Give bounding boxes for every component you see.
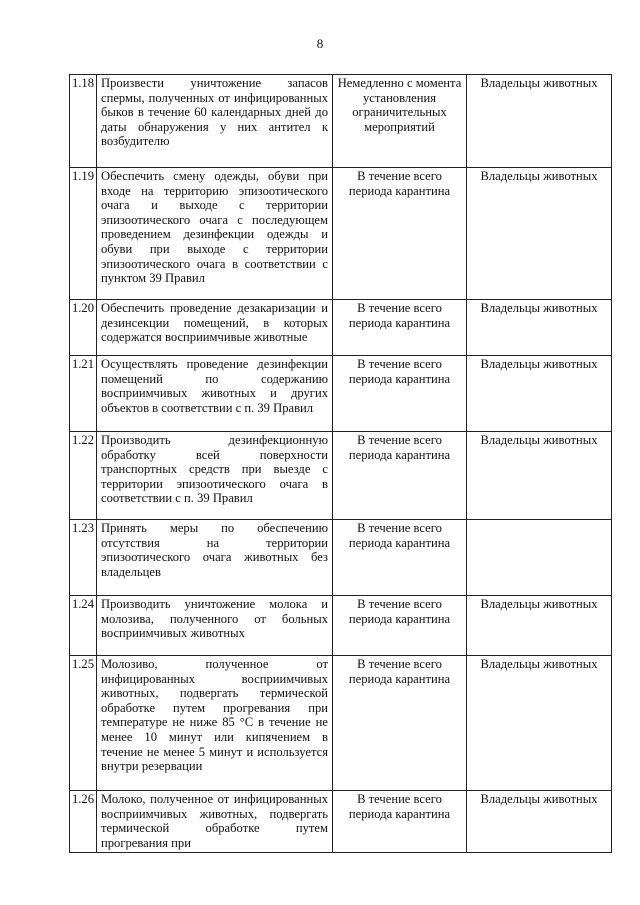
item-number: 1.20: [70, 300, 97, 356]
table-row: [70, 656, 612, 791]
item-number: 1.18: [70, 75, 97, 168]
responsible-text: Владельцы животных: [467, 432, 612, 520]
table-row: [70, 356, 612, 432]
term-text: В течение всего периода карантина: [333, 432, 467, 520]
responsible-text: Владельцы животных: [467, 168, 612, 300]
term-text: В течение всего периода карантина: [333, 656, 467, 791]
item-number: 1.21: [70, 356, 97, 432]
responsible-text: Владельцы животных: [467, 791, 612, 853]
table-row: [70, 75, 612, 168]
responsible-text: Владельцы животных: [467, 356, 612, 432]
item-number: 1.24: [70, 596, 97, 656]
item-number: 1.22: [70, 432, 97, 520]
term-text: В течение всего периода карантина: [333, 791, 467, 853]
responsible-text: Владельцы животных: [467, 75, 612, 168]
action-text: Обеспечить проведение дезакаризации и дезинсекции помещений, в которых содержатся восприимчивые животные: [97, 300, 333, 356]
action-text: Обеспечить смену одежды, обуви при входе на территорию эпизоотического очага и выходе с территории эпизоотического очага с последующем проведением дезинфекции одежды и обуви при выходе с территории эпизоотического очага в соответствии с пунктом 39 Правил: [97, 168, 333, 300]
table-row: [70, 300, 612, 356]
action-text: Производить дезинфекционную обработку всей поверхности транспортных средств при выезде с территории эпизоотического очага в соответствии с п. 39 Правил: [97, 432, 333, 520]
term-text: В течение всего периода карантина: [333, 300, 467, 356]
page-number: 8: [316, 36, 324, 51]
table-row: [70, 168, 612, 300]
responsible-text: Владельцы животных: [467, 300, 612, 356]
term-text: Немедленно с момента установления ограничительных мероприятий: [333, 75, 467, 168]
item-number: 1.25: [70, 656, 97, 791]
item-number: 1.26: [70, 791, 97, 853]
table-row: [70, 596, 612, 656]
action-text: Осуществлять проведение дезинфекции помещений по содержанию восприимчивых животных и других объектов в соответствии с п. 39 Правил: [97, 356, 333, 432]
item-number: 1.19: [70, 168, 97, 300]
term-text: В течение всего периода карантина: [333, 168, 467, 300]
term-text: В течение всего периода карантина: [333, 596, 467, 656]
table-row: [70, 432, 612, 520]
term-text: В течение всего периода карантина: [333, 520, 467, 596]
responsible-text: Владельцы животных: [467, 656, 612, 791]
action-text: Молоко, полученное от инфицированных восприимчивых животных, подвергать термической обработке путем прогревания при: [97, 791, 333, 853]
action-text: Принять меры по обеспечению отсутствия на территории эпизоотического очага животных без владельцев: [97, 520, 333, 596]
responsible-text: [467, 520, 612, 596]
item-number: 1.23: [70, 520, 97, 596]
responsible-text: Владельцы животных: [467, 596, 612, 656]
table-row: [70, 791, 612, 853]
action-text: Молозиво, полученное от инфицированных восприимчивых животных, подвергать термической обработке путем прогревания при температуре не ниже 85 °С в течение не менее 10 минут или кипячением в течение не менее 5 минут и используется внутри резервации: [97, 656, 333, 791]
action-text: Производить уничтожение молока и молозива, полученного от больных восприимчивых животных: [97, 596, 333, 656]
term-text: В течение всего периода карантина: [333, 356, 467, 432]
action-text: Произвести уничтожение запасов спермы, полученных от инфицированных быков в течение 60 календарных дней до даты обнаружения у них антител к возбудителю: [97, 75, 333, 168]
table-row: [70, 520, 612, 596]
measures-table: [69, 74, 612, 853]
